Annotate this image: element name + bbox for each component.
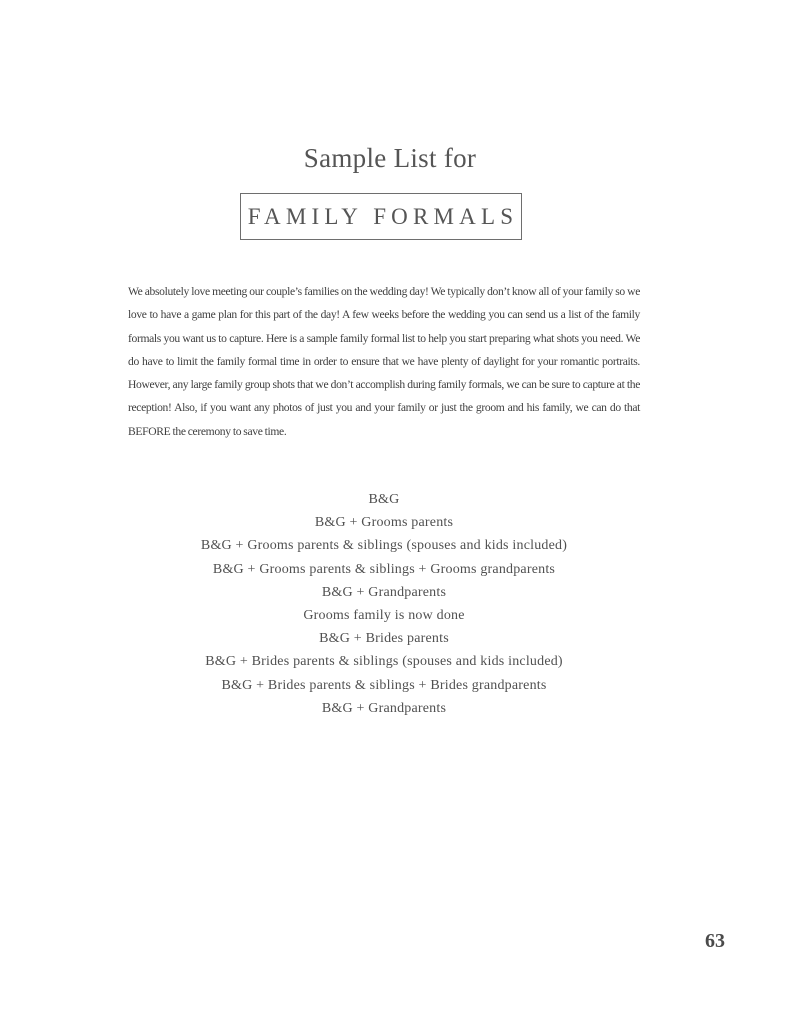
- page-subtitle: Sample List for: [303, 143, 477, 173]
- intro-paragraph: We absolutely love meeting our couple’s families on the wedding day! We typically don’t know all of your family so we love to have a game plan for this part of the day! A few weeks before the wedding you can send us a list of the family formals you want us to capture. Here is a sample family formal list to help you start preparing what shots you need. We do have to limit the family formal time in order to ensure that we have plenty of daylight for your romantic portraits. However, any large family group shots that we don’t accomplish during family formals, we can be sure to capture at the reception! Also, if you want any photos of just you and your family or just the groom and his family, we can do that BEFORE the ceremony to save time.: [128, 285, 640, 438]
- page-title: FAMILY FORMALS: [247, 203, 519, 229]
- page-number: 63: [705, 930, 725, 952]
- shot-list-item: B&G + Brides parents: [319, 631, 449, 647]
- shot-list-item: B&G: [368, 492, 400, 507]
- shot-list-item: B&G + Grandparents: [321, 700, 447, 716]
- shot-list-item: B&G + Grooms parents: [314, 515, 454, 531]
- shot-list-item: B&G + Grandparents: [321, 584, 447, 600]
- shot-list-item: B&G + Grooms parents & siblings + Grooms grandparents: [212, 561, 556, 577]
- shot-list-item: B&G + Grooms parents & siblings (spouses and kids included): [200, 538, 568, 554]
- shot-list-item: Grooms family is now done: [303, 608, 465, 624]
- shot-list: [0, 488, 768, 720]
- shot-list-item: B&G + Brides parents & siblings (spouses and kids included): [205, 654, 563, 670]
- shot-list-item: B&G + Brides parents & siblings + Brides grandparents: [221, 677, 547, 693]
- title-frame: [240, 193, 522, 240]
